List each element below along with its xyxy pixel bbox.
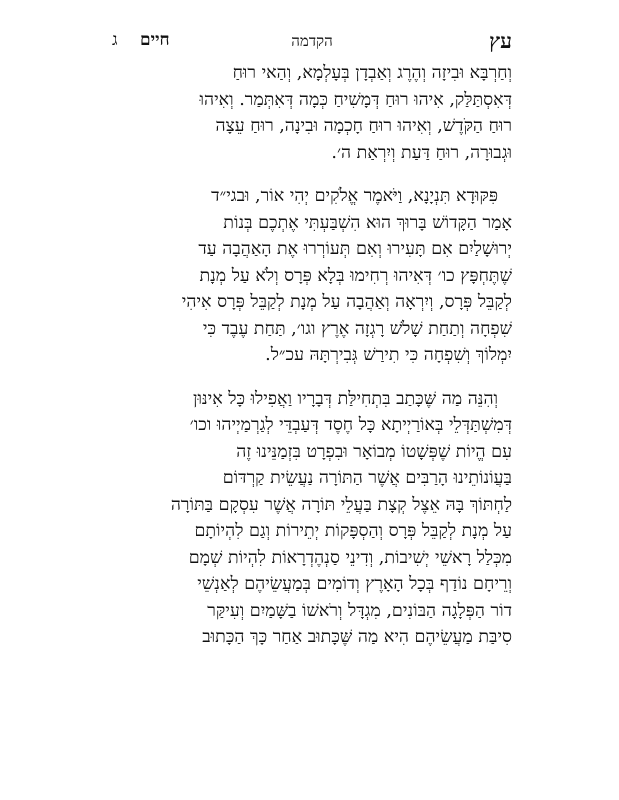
text-line: עַל מְנָת לְקַבֵּל פְּרָס וְהַסְפָּקוֹת יְתֵירוֹת וְגַם לִהְיוֹתָם bbox=[194, 521, 512, 541]
header-book-title: עץ bbox=[489, 28, 512, 53]
text-line: וְחַרְבָּא וּבִיזָה וְהֶרֶג וְאַבְדָן בְּעָלְמָא, וְהַאי רוּחַ bbox=[232, 63, 512, 83]
header-book-subtitle: חיים bbox=[140, 30, 170, 50]
text-line: אָמַר הַקָּדוֹשׁ בָּרוּךְ הוּא הִשְׁבַּעְתִּי אֶתְכֶם בְּנוֹת bbox=[223, 212, 512, 233]
paragraph-2 bbox=[112, 183, 512, 369]
text-line: דוֹר הַפְּלָגָה הַבּוֹנִים, מִגְדָּל וְרֹאשׁוֹ בַשָּׁמַיִם וְעִיקַּר bbox=[207, 600, 512, 621]
text-line: יִמְלוֹךְ וְשִׁפְחָה כִּי תִירַשׁ גְּבִירְתָּהּ עכ״ל. bbox=[265, 345, 512, 365]
text-line: לַחְתּוֹךְ בָּהּ אֵצֶל קְצָת בַּעֲלֵי תּוֹרָה אֲשֶׁר עִסְקָם בַּתּוֹרָה bbox=[170, 494, 512, 515]
text-line: יְרוּשָׁלַיִם אִם תָּעִירוּ וְאִם תְּעוֹרְרוּ אֶת הָאַהֲבָה עַד bbox=[198, 239, 512, 259]
text-line: שֶׁתֶּחְפָּץ כו׳ דְּאִיהוּ רְחִימוּ בְּלָא פְּרָס וְלֹא עַל מְנָת bbox=[199, 265, 512, 286]
paragraph-3 bbox=[112, 386, 512, 651]
body-text bbox=[112, 60, 512, 668]
text-line: וְרֵיחָם נוֹדַף בְּכָל הָאָרֶץ וְדוֹמִים בְּמַעֲשֵׂיהֶם לְאַנְשֵׁי bbox=[197, 574, 512, 594]
text-line: וּגְבוּרָה, רוּחַ דַּעַת וְיִרְאַת ה׳. bbox=[331, 142, 512, 163]
text-line: וְהִנֵּה מַה שֶּׁכָּתַב בִּתְחִילַּת דְּבָרָיו וַאֲפִילוּ כָּל אִינּוּן bbox=[192, 388, 498, 409]
text-line: דְּמִשְׁתַּדְּלֵי בְּאוֹרַיְיתָא כָּל חֶסֶד דְּעַבְדֵּי לְגַרְמַיְיהוּ וכו׳ bbox=[189, 415, 512, 435]
text-line: לְקַבֵּל פְּרָס, וְיִרְאָה וְאַהֲבָה עַל מְנָת לְקַבֵּל פְּרָס אִיהִי bbox=[181, 292, 512, 312]
text-line: סִיבַּת מַעֲשֵׂיהֶם הִיא מַה שֶּׁכָּתוּב אַחַר כָּךְ הַכָּתוּב bbox=[202, 627, 512, 647]
text-line: עִם הֱיוֹת שֶׁפְּשָׁטוֹ מְבוֹאָר וּבִפְרָט בִּזְמַנֵּינוּ זֶה bbox=[236, 441, 512, 462]
paragraph-1 bbox=[112, 60, 512, 166]
text-line: מִכְּלַל רָאשֵׁי יְשִׁיבוֹת, וְדִינֵי סַנְהֶדְרָאוֹת לִהְיוֹת שְׁמָם bbox=[188, 547, 512, 568]
text-line: שִׁפְחָה וְתַחַת שָׁלֹשׁ רָגְזָה אֶרֶץ וגו׳, תַּחַת עֶבֶד כִּי bbox=[202, 318, 512, 339]
page-number: ג bbox=[112, 30, 118, 50]
text-line: פִּקּוּדָא תִּנְיָנָא, וַיֹּאמֶר אֱלֹקִים יְהִי אוֹר, וּבגי״ד bbox=[211, 186, 498, 206]
text-line: רוּחַ הַקֹּדֶשׁ, וְאִיהוּ רוּחַ חָכְמָה וּבִינָה, רוּחַ עֵצָה bbox=[215, 116, 512, 136]
text-line: דְּאִסְתַּלַּק, אִיהוּ רוּחַ דְּמָשִׁיחַ כְּמָה דְּאִתְּמַר. וְאִיהוּ bbox=[199, 89, 512, 110]
text-line: בַּעֲוֹנוֹתֵינוּ הָרַבִּים אֲשֶׁר הַתּוֹרָה נַעֲשֵׂית קַרְדּוֹם bbox=[222, 468, 512, 488]
running-header bbox=[112, 28, 512, 58]
header-section-title: הקדמה bbox=[291, 32, 333, 50]
